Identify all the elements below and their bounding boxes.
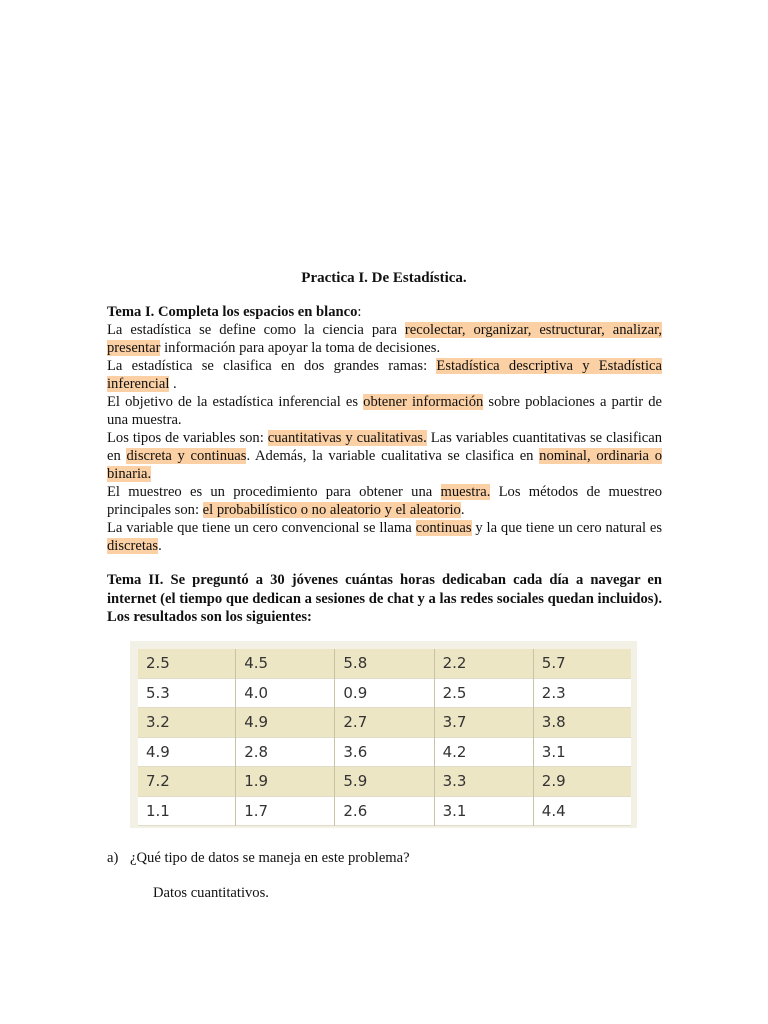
highlight-answer: discretas [107, 538, 159, 554]
table-cell: 1.7 [236, 796, 335, 826]
table-cell: 3.3 [434, 767, 533, 797]
table-cell: 2.2 [434, 649, 533, 678]
table-cell: 4.5 [236, 649, 335, 678]
table-cell: 0.9 [335, 678, 434, 708]
table-cell: 3.7 [434, 708, 533, 738]
table-cell: 5.8 [335, 649, 434, 678]
question-a [107, 849, 410, 867]
paragraph-branches [107, 357, 662, 393]
table-row [138, 649, 631, 678]
paragraph-variable-types [107, 429, 662, 483]
table-cell: 7.2 [138, 767, 236, 797]
table-cell: 4.9 [138, 737, 236, 767]
table-cell: 2.7 [335, 708, 434, 738]
table-cell: 2.5 [434, 678, 533, 708]
paragraph-zero [107, 519, 662, 555]
table-row [138, 678, 631, 708]
table-cell: 4.9 [236, 708, 335, 738]
table-cell: 1.9 [236, 767, 335, 797]
text-run: . Además, la variable cualitativa se clasifica en [246, 448, 540, 464]
tema-1-heading-colon: : [357, 304, 362, 320]
table-cell: 1.1 [138, 796, 236, 826]
text-run: y la que tiene un cero natural es [471, 520, 663, 536]
highlight-answer: nominal, ordinaria o binaria. [107, 448, 662, 482]
data-table [138, 649, 631, 826]
question-a-text: ¿Qué tipo de datos se maneja en este problema? [130, 850, 410, 866]
highlight-answer: continuas [415, 520, 472, 536]
table-cell: 3.2 [138, 708, 236, 738]
text-run: . [169, 376, 177, 392]
table-cell: 3.1 [434, 796, 533, 826]
table-row [138, 796, 631, 826]
paragraph-objective [107, 393, 662, 429]
table-row [138, 708, 631, 738]
text-run: sobre poblaciones a partir de una muestra. [107, 394, 662, 428]
text-run: El objetivo de la estadística inferencial es [107, 394, 364, 410]
table-cell: 3.1 [533, 737, 631, 767]
text-run: La estadística se clasifica en dos grandes ramas: [107, 358, 437, 374]
tema-2-heading: Tema II. Se preguntó a 30 jóvenes cuántas horas dedicaban cada día a navegar en internet (el tiempo que dedican a sesiones de chat y a las redes sociales quedan incluidos). Los resultados son los siguientes: [107, 572, 662, 625]
question-a-marker: a) [107, 850, 119, 866]
text-run: información para apoyar la toma de decisiones. [160, 340, 441, 356]
table-cell: 4.4 [533, 796, 631, 826]
table-cell: 4.0 [236, 678, 335, 708]
page-title: Practica I. De Estadística. [301, 270, 467, 286]
paragraph-sampling [107, 483, 662, 519]
data-table-frame [130, 641, 637, 828]
text-run: Los métodos de muestreo principales son: [107, 484, 662, 518]
table-cell: 2.6 [335, 796, 434, 826]
table-cell: 4.2 [434, 737, 533, 767]
table-cell: 5.3 [138, 678, 236, 708]
table-row [138, 737, 631, 767]
text-run: Los tipos de variables son: [107, 430, 268, 446]
question-a-answer: Datos cuantitativos. [153, 885, 269, 901]
table-cell: 2.9 [533, 767, 631, 797]
tema-1-section [107, 303, 662, 555]
table-cell: 5.7 [533, 649, 631, 678]
text-run: . [460, 502, 465, 518]
tema-1-heading-line [107, 303, 662, 321]
table-cell: 3.8 [533, 708, 631, 738]
highlight-answer: obtener información [363, 394, 484, 410]
table-cell: 2.5 [138, 649, 236, 678]
paragraph-definition [107, 321, 662, 357]
table-cell: 2.3 [533, 678, 631, 708]
text-run: . [158, 538, 162, 554]
highlight-answer: Estadística descriptiva y Estadística inferencial [107, 358, 662, 392]
table-cell: 2.8 [236, 737, 335, 767]
highlight-answer: el probabilístico o no aleatorio y el aleatorio [202, 502, 461, 518]
highlight-answer: discreta y continuas [126, 448, 247, 464]
table-row [138, 767, 631, 797]
text-run: La estadística se define como la ciencia para [107, 322, 405, 338]
highlight-answer: recolectar, organizar, estructurar, analizar, presentar [107, 322, 662, 356]
table-cell: 5.9 [335, 767, 434, 797]
highlight-answer: cuantitativas y cualitativas. [267, 430, 427, 446]
text-run: La variable que tiene un cero convencional se llama [107, 520, 416, 536]
highlight-answer: muestra. [440, 484, 491, 500]
table-cell: 3.6 [335, 737, 434, 767]
text-run: El muestreo es un procedimiento para obtener una [107, 484, 441, 500]
tema-1-heading: Tema I. Completa los espacios en blanco [107, 304, 358, 320]
text-run: Las variables cuantitativas se clasifican en [107, 430, 663, 464]
